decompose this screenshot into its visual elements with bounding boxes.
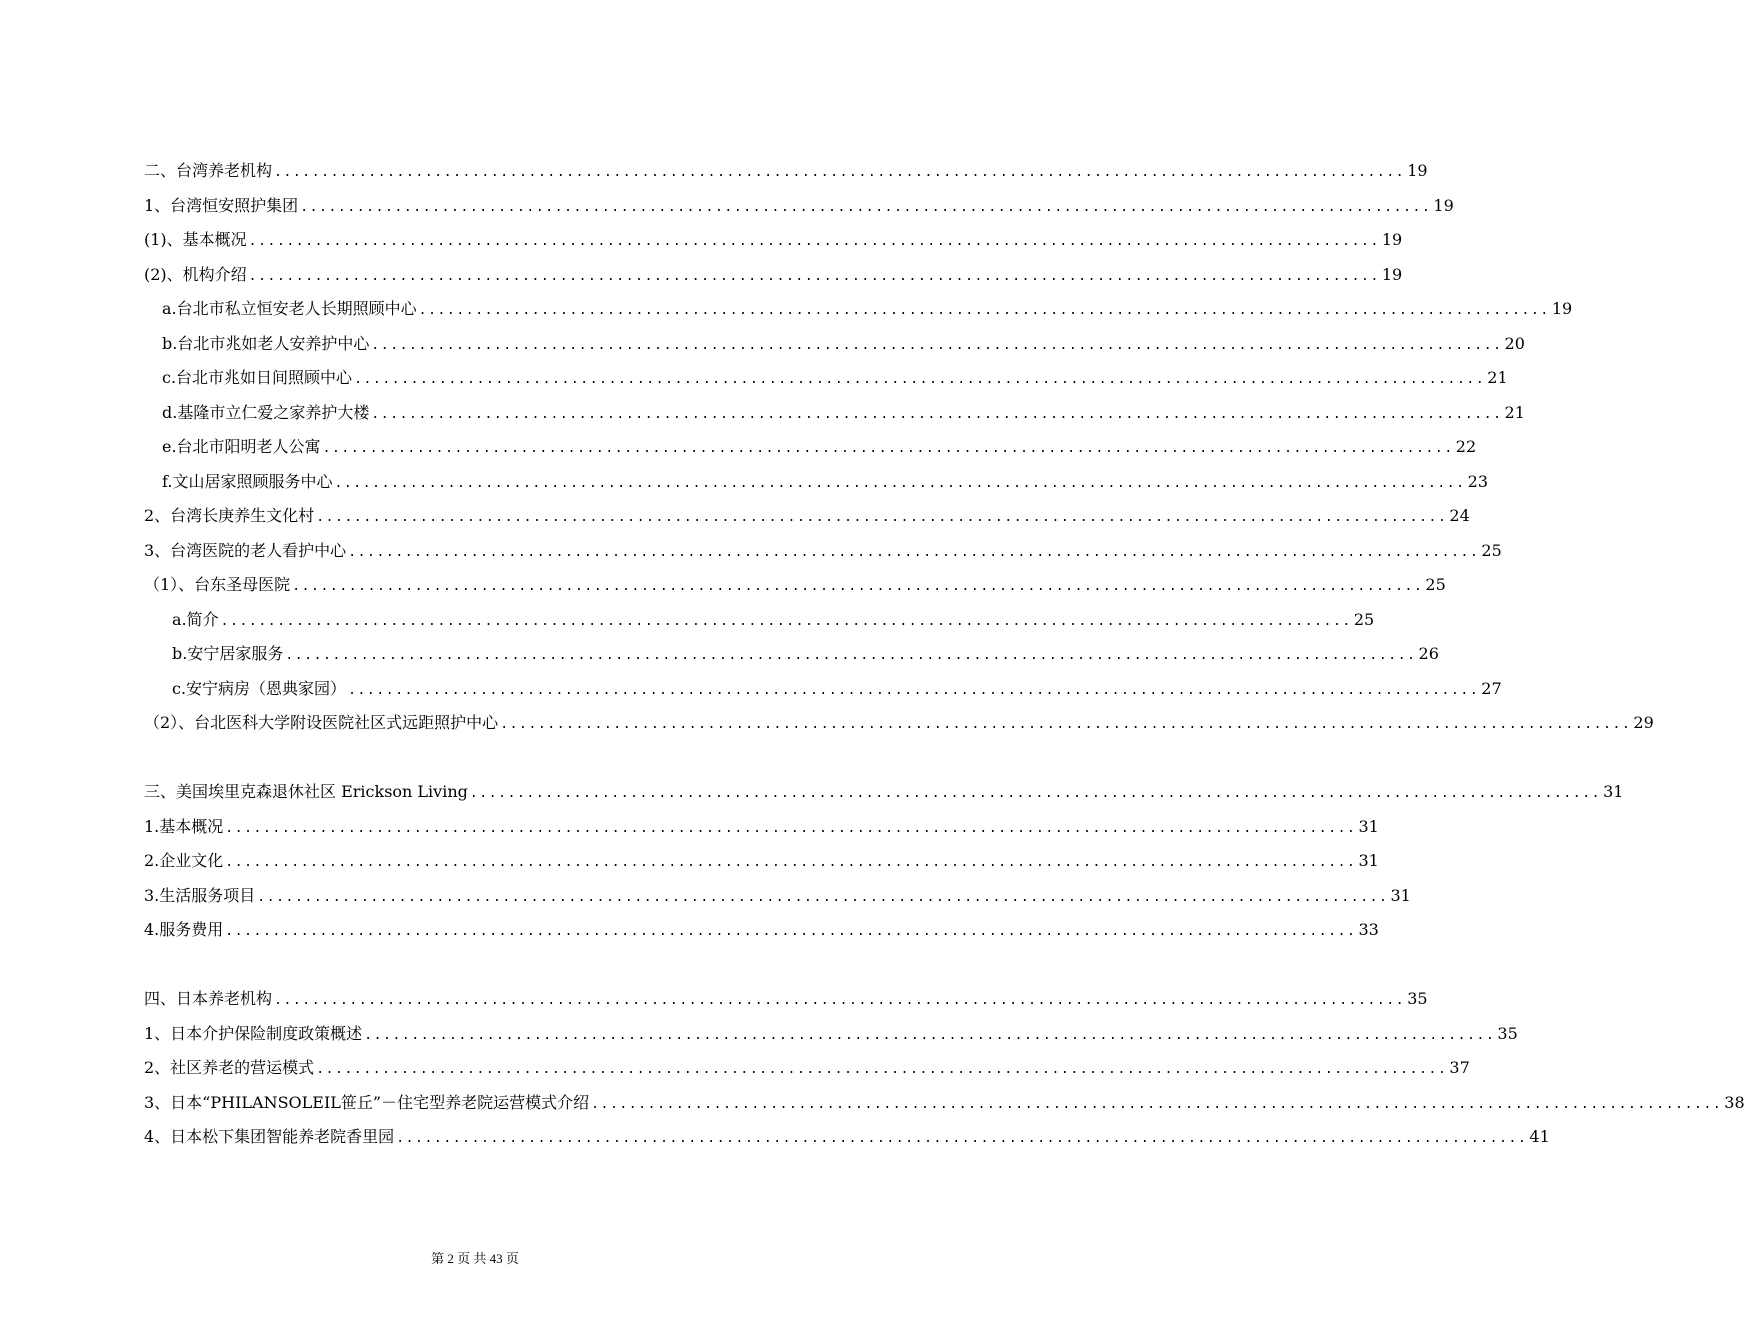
toc-entry-page: 35 — [1407, 989, 1428, 1008]
toc-entry[interactable] — [144, 1055, 1470, 1081]
toc-entry-page: 26 — [1418, 644, 1439, 663]
toc-leader-dots: ........................................................................................................................ — [257, 890, 1389, 905]
toc-entry[interactable] — [172, 641, 1439, 667]
toc-leader-dots: ........................................................................................................................ — [274, 993, 1406, 1008]
toc-entry-label: a.台北市私立恒安老人长期照顾中心 — [162, 299, 417, 318]
toc-entry-page: 29 — [1633, 713, 1654, 732]
toc-leader-dots: ........................................................................................................................ — [285, 648, 1417, 663]
toc-entry-label: 3.生活服务项目 — [144, 886, 256, 905]
toc-leader-dots: ........................................................................................................................ — [274, 165, 1406, 180]
toc-leader-dots: ........................................................................................................................ — [225, 855, 1357, 870]
toc-entry-label: 4.服务费用 — [144, 920, 224, 939]
toc-entry-page: 23 — [1467, 472, 1489, 491]
toc-entry[interactable] — [144, 1021, 1518, 1047]
toc-entry-page: 33 — [1358, 920, 1379, 939]
toc-entry-page: 21 — [1487, 368, 1508, 387]
toc-entry-label: 4、日本松下集团智能养老院香里园 — [144, 1127, 395, 1146]
toc-entry-page: 19 — [1381, 265, 1403, 284]
toc-entry-page: 19 — [1381, 230, 1403, 249]
toc-entry-label: f.文山居家照顾服务中心 — [162, 472, 333, 491]
toc-entry-page: 25 — [1481, 541, 1502, 560]
toc-leader-dots: ........................................................................................................................ — [225, 821, 1357, 836]
toc-entry[interactable] — [144, 1124, 1550, 1150]
toc-entry[interactable] — [162, 469, 1489, 495]
toc-leader-dots: ........................................................................................................................ — [248, 234, 1380, 249]
toc-entry-page: 37 — [1449, 1058, 1470, 1077]
toc-entry-label: 3、日本“PHILANSOLEIL笹丘”－住宅型养老院运营模式介绍 — [144, 1093, 590, 1112]
toc-entry-page: 31 — [1603, 782, 1624, 801]
toc-entry[interactable] — [172, 676, 1502, 702]
toc-entry-page: 24 — [1449, 506, 1470, 525]
toc-entry-page: 25 — [1425, 575, 1446, 594]
toc-entry-label: c.安宁病房（恩典家园） — [172, 679, 347, 698]
toc-entry[interactable] — [144, 158, 1428, 184]
toc-entry[interactable] — [162, 434, 1477, 460]
toc-entry-label: e.台北市阳明老人公寓 — [162, 437, 321, 456]
page-footer: 第 2 页 共 43 页 — [431, 1251, 519, 1266]
toc-entry-page: 22 — [1455, 437, 1477, 456]
toc-entry[interactable] — [144, 883, 1411, 909]
toc-entry-label: (1)、基本概况 — [144, 230, 247, 249]
toc-entry-label: (2)、机构介绍 — [144, 265, 247, 284]
toc-entry[interactable] — [162, 365, 1508, 391]
toc-entry-page: 19 — [1407, 161, 1428, 180]
toc-leader-dots: ........................................................................................................................ — [371, 407, 1503, 422]
toc-leader-dots: ........................................................................................................................ — [220, 614, 1352, 629]
toc-leader-dots: ........................................................................................................................ — [322, 441, 1454, 456]
toc-entry-page: 27 — [1481, 679, 1502, 698]
toc-entry-page: 19 — [1433, 196, 1454, 215]
toc-entry-label: d.基隆市立仁爱之家养护大楼 — [162, 403, 370, 422]
toc-leader-dots: ........................................................................................................................ — [248, 269, 1380, 284]
toc-entry[interactable] — [144, 262, 1403, 288]
toc-leader-dots: ........................................................................................................................ — [469, 786, 1602, 801]
toc-entry[interactable] — [144, 710, 1654, 736]
toc-entry-page: 31 — [1390, 886, 1411, 905]
toc-entry-page: 38 — [1724, 1093, 1745, 1112]
toc-entry-label: 二、台湾养老机构 — [144, 161, 273, 180]
toc-leader-dots: ........................................................................................................................ — [300, 200, 1432, 215]
toc-entry[interactable] — [144, 538, 1502, 564]
toc-leader-dots: ........................................................................................................................ — [348, 683, 1480, 698]
toc-entry-label: 1.基本概况 — [144, 817, 224, 836]
toc-entry-label: 3、台湾医院的老人看护中心 — [144, 541, 347, 560]
toc-entry-label: b.台北市兆如老人安养护中心 — [162, 334, 370, 353]
toc-entry[interactable] — [144, 986, 1428, 1012]
toc-leader-dots: ........................................................................................................................ — [316, 1062, 1448, 1077]
toc-entry-page: 35 — [1497, 1024, 1518, 1043]
toc-entry-label: （1）、台东圣母医院 — [144, 575, 291, 594]
toc-entry-label: 1、日本介护保险制度政策概述 — [144, 1024, 363, 1043]
toc-entry[interactable] — [162, 296, 1573, 322]
toc-entry[interactable] — [144, 917, 1379, 943]
toc-entry[interactable] — [144, 1090, 1745, 1116]
toc-entry-page: 41 — [1529, 1127, 1550, 1146]
toc-entry-label: 1、台湾恒安照护集团 — [144, 196, 299, 215]
toc-leader-dots: ........................................................................................................................ — [371, 338, 1503, 353]
toc-entry[interactable] — [144, 848, 1379, 874]
toc-entry[interactable] — [144, 227, 1403, 253]
toc-entry[interactable] — [144, 814, 1379, 840]
toc-entry-label: 四、日本养老机构 — [144, 989, 273, 1008]
toc-entry-page: 25 — [1353, 610, 1375, 629]
toc-leader-dots: ........................................................................................................................ — [225, 924, 1357, 939]
toc-entry-label: 2、台湾长庚养生文化村 — [144, 506, 315, 525]
toc-entry[interactable] — [172, 607, 1375, 633]
toc-entry[interactable] — [144, 779, 1624, 805]
toc-entry-page: 19 — [1551, 299, 1573, 318]
toc-entry[interactable] — [162, 331, 1525, 357]
toc-entry-label: 2.企业文化 — [144, 851, 224, 870]
toc-entry-label: c.台北市兆如日间照顾中心 — [162, 368, 353, 387]
toc-leader-dots: ........................................................................................................................ — [364, 1028, 1496, 1043]
toc-entry-page: 21 — [1504, 403, 1525, 422]
toc-entry-label: 三、美国埃里克森退休社区 Erickson Living — [144, 782, 468, 801]
toc-entry-label: 2、社区养老的营运模式 — [144, 1058, 315, 1077]
toc-entry-label: b.安宁居家服务 — [172, 644, 284, 663]
toc-entry[interactable] — [144, 572, 1446, 598]
toc-leader-dots: ........................................................................................................................ — [500, 717, 1632, 732]
toc-leader-dots: ........................................................................................................................ — [316, 510, 1448, 525]
toc-entry-label: （2）、台北医科大学附设医院社区式远距照护中心 — [144, 713, 499, 732]
toc-leader-dots: ........................................................................................................................ — [396, 1131, 1528, 1146]
toc-leader-dots: ........................................................................................................................ — [591, 1097, 1723, 1112]
toc-leader-dots: ........................................................................................................................ — [334, 476, 1466, 491]
toc-leader-dots: ........................................................................................................................ — [348, 545, 1480, 560]
toc-leader-dots: ........................................................................................................................ — [354, 372, 1486, 387]
toc-leader-dots: ........................................................................................................................ — [418, 303, 1550, 318]
toc-leader-dots: ........................................................................................................................ — [292, 579, 1424, 594]
toc-entry[interactable] — [162, 400, 1525, 426]
toc-entry[interactable] — [144, 503, 1470, 529]
toc-entry-page: 31 — [1358, 851, 1379, 870]
toc-entry-page: 31 — [1358, 817, 1379, 836]
toc-entry-page: 20 — [1504, 334, 1525, 353]
toc-entry-label: a.简介 — [172, 610, 219, 629]
toc-entry[interactable] — [144, 193, 1454, 219]
